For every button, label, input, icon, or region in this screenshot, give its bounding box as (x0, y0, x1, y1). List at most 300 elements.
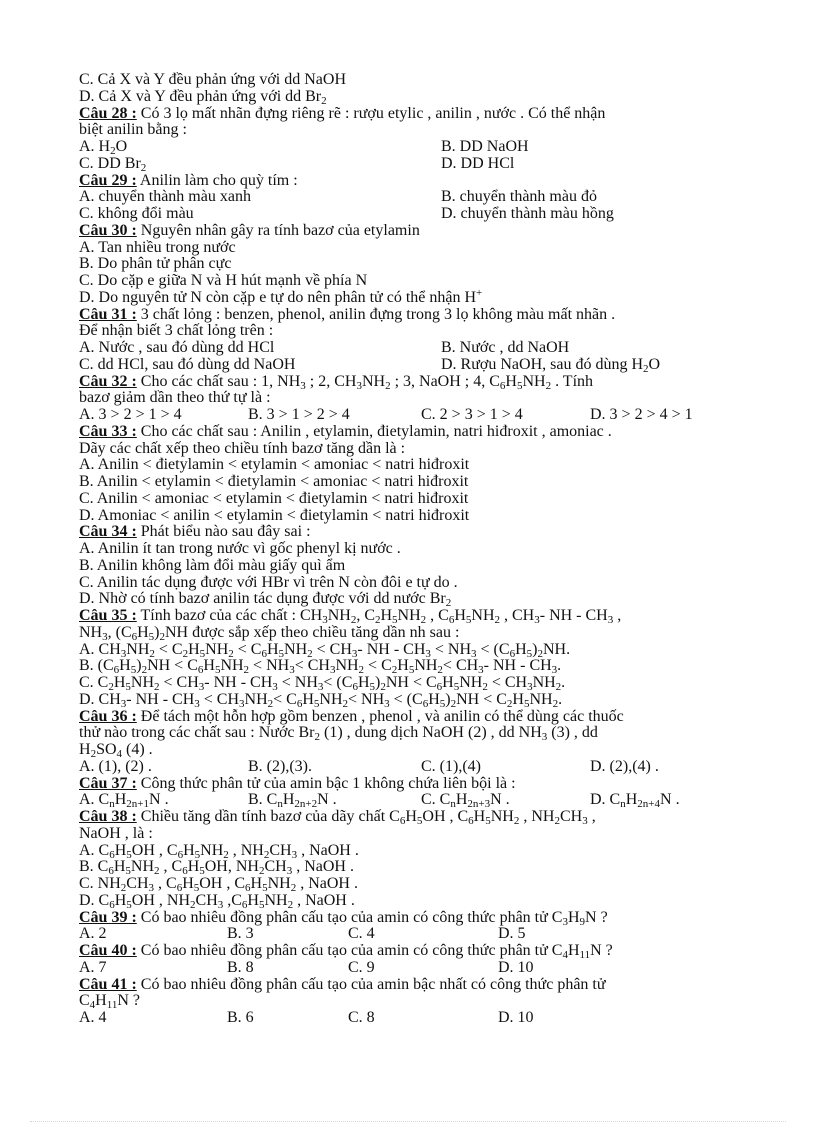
text-run: C. 2 > 3 > 1 > 4 (421, 406, 523, 423)
text-run: H (183, 841, 195, 859)
text-run: C. không đổi màu (79, 205, 194, 222)
text-run: ) (532, 640, 538, 658)
question-label: Câu 36 : (79, 707, 137, 725)
subscript: 3 (471, 647, 477, 660)
answer-option (227, 1009, 254, 1026)
text-run: H (114, 891, 127, 909)
subscript: 6 (468, 815, 474, 827)
text-run: A. 7 (79, 958, 107, 976)
document-line (79, 339, 759, 356)
text-run: H (203, 657, 215, 675)
text-run: ) (154, 623, 160, 641)
text-run: - NH - CH (483, 657, 552, 675)
subscript: 5 (392, 614, 398, 626)
subscript: 2 (545, 379, 552, 392)
text-run: CH (559, 808, 583, 825)
document-line (79, 71, 346, 88)
subscript: 5 (126, 848, 132, 861)
document-line (79, 808, 596, 825)
text-run: D. Do nguyên tử N còn cặp e tự do nên phân tử có thể nhận H (79, 288, 477, 306)
text-run: A. 4 (79, 1009, 107, 1026)
subscript: 6 (113, 664, 120, 677)
document-line (79, 322, 273, 339)
subscript: 6 (109, 898, 115, 911)
text-run: B. Anilin không làm đổi màu giấy quì ẩm (79, 556, 346, 574)
text-run: NH (319, 690, 343, 708)
document-line (79, 490, 468, 507)
text-run: C. NH (79, 875, 121, 892)
subscript: 2 (391, 664, 398, 677)
text-run: Để tách một hỗn hợp gồm benzen , phenol , và anilin có thể dùng các thuốc (136, 707, 624, 725)
document-line (79, 992, 140, 1012)
text-run: N . (490, 791, 510, 809)
text-run: H (428, 690, 440, 708)
text-run: NH < C (456, 690, 507, 708)
text-run: A. chuyển thành màu xanh (79, 188, 251, 206)
subscript: 3 (300, 379, 306, 392)
question-label: Câu 39 : (79, 908, 137, 926)
text-run: B. 3 > 1 > 2 > 4 (248, 406, 350, 423)
subscript: 5 (516, 379, 523, 392)
subscript: n (620, 798, 626, 811)
subscript: 3 (351, 647, 358, 660)
subscript: 5 (214, 664, 221, 677)
subscript: 6 (261, 647, 267, 660)
text-run: H (567, 908, 580, 926)
text-run: < NH (348, 690, 385, 708)
subscript: 2 (537, 647, 543, 660)
subscript: 2 (552, 697, 559, 710)
text-run: NH (532, 674, 556, 691)
subscript: 2 (450, 697, 457, 710)
text-run: , NaOH . (293, 891, 355, 909)
text-run: , C (426, 607, 449, 624)
text-run: H (113, 674, 126, 691)
subscript: 2 (110, 145, 116, 157)
subscript: 5 (130, 664, 137, 677)
subscript: n (109, 798, 115, 811)
subscript: 6 (422, 697, 429, 710)
answer-option (441, 155, 514, 172)
subscript: 6 (241, 898, 248, 911)
text-run: , NaOH . (292, 858, 354, 876)
text-run: D. 10 (498, 1009, 534, 1026)
document-line (79, 356, 759, 373)
text-run: ; 2, CH (305, 372, 357, 390)
subscript: 3 (322, 614, 328, 626)
text-run: A. CH (79, 640, 121, 658)
subscript: n (450, 798, 456, 811)
subscript: 5 (453, 681, 460, 693)
document-line (79, 942, 613, 959)
text-run: B. chuyển thành màu đỏ (441, 188, 597, 206)
text-run: H (357, 674, 370, 691)
answer-option (79, 959, 107, 976)
document-line (79, 842, 359, 859)
text-run: , NH (519, 808, 555, 825)
text-run: N ? (585, 908, 608, 926)
document-line (79, 286, 483, 306)
question-label: Câu 38 : (79, 808, 137, 825)
subscript: 3 (541, 731, 548, 744)
text-run: . Tính (551, 372, 594, 390)
subscript: 2 (263, 848, 270, 861)
subscript: 6 (108, 865, 114, 878)
text-run: - NH - CH (357, 640, 426, 658)
answer-option (79, 406, 182, 423)
text-run: H (505, 372, 517, 390)
text-run: C. Cả X và Y đều phản ứng với dd NaOH (79, 71, 347, 88)
text-run: B. 6 (227, 1009, 254, 1026)
answer-option (79, 138, 127, 155)
subscript: 5 (125, 681, 131, 693)
subscript: 3 (272, 681, 278, 693)
text-run: < CH (487, 674, 528, 691)
subscript: 5 (199, 647, 206, 660)
document-line (79, 741, 153, 758)
text-run: D. DD HCl (441, 154, 515, 172)
text-run: (4) . (122, 741, 153, 758)
text-run: C. 9 (348, 958, 375, 976)
text-run: (3) , dd (547, 724, 598, 742)
text-run: N ? (117, 992, 140, 1010)
subscript: 3 (527, 681, 533, 693)
subscript: 2 (513, 815, 520, 827)
text-run: NH (335, 657, 359, 675)
subscript: 2 (307, 647, 313, 660)
subscript: 6 (436, 681, 443, 693)
text-run: H (625, 791, 638, 809)
document-line (79, 540, 401, 557)
subscript: 5 (369, 681, 375, 693)
document-line (79, 909, 608, 926)
subscript: 9 (579, 915, 586, 928)
text-run: , C (356, 607, 375, 624)
text-run: ) (445, 690, 451, 708)
subscript: 2 (190, 898, 196, 911)
subscript: 2 (290, 882, 297, 894)
text-run: A. 3 > 2 > 1 > 4 (79, 406, 182, 423)
subscript: 2 (154, 681, 160, 693)
text-run: - NH - CH (539, 607, 608, 624)
subscript: 2 (154, 865, 160, 878)
subscript: 6 (131, 630, 138, 643)
question-label: Câu 35 : (79, 607, 137, 624)
text-run: bazơ giảm dần theo thứ tự là : (79, 389, 271, 407)
text-run: H (95, 992, 107, 1010)
subscript: 3 (291, 848, 298, 861)
text-run: OH , C (131, 841, 178, 859)
text-run: NH (361, 372, 386, 390)
page-bottom-border (30, 1121, 786, 1122)
document-line (79, 306, 615, 323)
text-run: Để nhận biết 3 chất lỏng trên : (79, 322, 274, 340)
text-run: NH (397, 607, 421, 624)
document-line (79, 758, 759, 775)
subscript: 3 (217, 898, 224, 911)
question-label: Câu 41 : (79, 975, 137, 993)
text-run: NH (126, 640, 150, 658)
text-run: D. 10 (498, 958, 534, 976)
text-run: A. (1), (2) . (79, 757, 152, 775)
subscript: 4 (562, 949, 568, 961)
text-run: NH (79, 623, 103, 641)
document-line (79, 775, 516, 792)
answer-option (248, 758, 312, 775)
document-line (79, 590, 452, 610)
subscript: 2 (445, 597, 452, 610)
text-run: CH (269, 841, 292, 859)
document-line (79, 825, 153, 842)
text-run: B. 8 (227, 958, 254, 976)
text-run: A. Tan nhiều trong nước (79, 238, 236, 256)
answer-option (590, 406, 693, 423)
text-run: A. C (79, 841, 110, 859)
superscript: + (476, 286, 483, 299)
text-run: CH (195, 891, 218, 909)
document-line (79, 389, 271, 406)
text-run: H (137, 623, 149, 641)
document-line (79, 674, 565, 691)
text-run: Cho các chất sau : 1, NH (136, 372, 301, 390)
document-line (79, 925, 759, 942)
text-run: N . (149, 791, 169, 809)
subscript: 3 (356, 379, 362, 392)
subscript: 3 (607, 614, 614, 626)
subscript: 3 (551, 664, 558, 677)
question-label: Câu 30 : (79, 221, 137, 239)
subscript: 3 (317, 681, 324, 693)
text-run: N . (660, 791, 680, 809)
document-line (79, 858, 354, 878)
text-run: D. Cả X và Y đều phản ứng với dd Br (79, 87, 322, 105)
text-run: N ? (590, 942, 613, 959)
text-run: D. C (590, 791, 621, 809)
text-run: , CH (500, 607, 535, 624)
text-run: < C (273, 690, 297, 708)
text-run: , (C (107, 623, 132, 641)
subscript: 3 (478, 664, 484, 677)
subscript: 5 (526, 647, 533, 660)
subscript: 2 (287, 898, 294, 911)
text-run: . (557, 657, 562, 675)
text-run: , NaOH . (297, 841, 359, 859)
subscript: 2 (420, 614, 427, 626)
question-label: Câu 31 : (79, 305, 137, 323)
text-run: Nguyên nhân gây ra tính bazơ của etylamin (136, 221, 420, 239)
text-run: , NH (228, 841, 264, 859)
text-run: B. Do phân tử phân cực (79, 255, 232, 273)
text-run: NH (264, 891, 288, 909)
text-run: H (114, 841, 127, 859)
subscript: 2 (350, 614, 357, 626)
subscript: 3 (120, 647, 127, 660)
subscript: 2 (223, 848, 229, 861)
text-run: < C (233, 640, 262, 658)
document-line (79, 574, 458, 591)
text-run: ,C (223, 891, 242, 909)
subscript: 2 (643, 362, 649, 375)
document-line (79, 440, 405, 457)
subscript: 6 (399, 815, 406, 827)
subscript: 3 (384, 697, 390, 710)
question-label: Câu 28 : (79, 104, 137, 122)
text-run: H (282, 791, 295, 809)
subscript: 5 (278, 647, 285, 660)
subscript: 3 (534, 614, 540, 626)
text-run: H (512, 690, 524, 708)
text-run: Cho các chất sau : Anilin , etylamin, đietylamin, natri hiđroxit , amoniac . (136, 422, 612, 440)
subscript: 5 (416, 815, 423, 827)
text-run: NH (220, 657, 244, 675)
answer-option (441, 205, 614, 222)
subscript: 2n+4 (637, 798, 661, 811)
subscript: 6 (197, 664, 204, 677)
subscript: 6 (245, 882, 251, 894)
document-line (79, 624, 459, 641)
answer-option (441, 138, 529, 155)
text-run: NaOH , là : (79, 824, 153, 842)
document-line (79, 791, 759, 811)
answer-option (498, 1009, 534, 1026)
text-run: < (C (389, 690, 423, 708)
text-run: H (442, 674, 454, 691)
subscript: 6 (509, 647, 516, 660)
subscript: 5 (465, 614, 472, 626)
text-run: . (558, 690, 563, 708)
answer-option (421, 406, 523, 423)
subscript: 3 (582, 815, 588, 827)
text-run: Có 3 lọ mất nhãn đựng riêng rẽ : rượu etylic , anilin , nước . Có thể nhận (136, 104, 606, 122)
answer-option (441, 356, 660, 373)
document-line (79, 976, 606, 993)
text-run: < NH (249, 657, 290, 675)
subscript: 2 (321, 94, 327, 107)
text-run: H (113, 858, 126, 876)
document-line (79, 272, 367, 289)
text-run: Tính bazơ của các chất : CH (136, 607, 323, 624)
text-run: , (587, 808, 596, 825)
subscript: 3 (120, 697, 127, 710)
text-run: H (405, 808, 417, 825)
answer-option (348, 1009, 375, 1026)
document-line (79, 724, 598, 744)
text-run: C. C (79, 674, 109, 691)
document-line (79, 892, 355, 909)
document-line (79, 255, 231, 272)
subscript: 3 (239, 697, 245, 710)
text-run: A. Nước , sau đó dùng dd HCl (79, 339, 275, 356)
subscript: 6 (296, 697, 303, 710)
text-run: N . (317, 791, 337, 809)
text-run: OH , C (199, 875, 246, 892)
text-run: Anilin làm cho quỳ tím : (136, 171, 298, 189)
text-run: H (397, 657, 409, 675)
subscript: 2n+2 (294, 798, 318, 811)
text-run: ) (375, 674, 381, 691)
answer-option (348, 959, 375, 976)
answer-option (79, 205, 194, 222)
text-run: B. 3 (227, 925, 254, 943)
text-run: - NH - CH (126, 690, 195, 708)
answer-option (79, 188, 251, 205)
text-run: C. 8 (348, 1009, 375, 1026)
text-run: C. (1),(4) (421, 757, 481, 775)
text-run: < (C (323, 674, 353, 691)
text-run: D. (2),(4) . (590, 757, 659, 775)
document-line (79, 188, 759, 205)
text-run: B. C (248, 791, 278, 809)
document-line (79, 959, 759, 976)
text-run: NH (522, 372, 546, 390)
subscript: 5 (258, 898, 265, 911)
question-label: Câu 29 : (79, 171, 137, 189)
text-run: NH (327, 607, 351, 624)
subscript: 4 (116, 748, 123, 760)
subscript: 2 (482, 681, 488, 693)
text-run: NH (471, 607, 495, 624)
text-run: ; 3, NaOH ; 4, C (390, 372, 500, 390)
text-run: < CH (442, 657, 479, 675)
subscript: 5 (148, 630, 155, 643)
subscript: 3 (102, 630, 108, 643)
subscript: 5 (485, 815, 491, 827)
text-run: H (567, 942, 580, 959)
subscript: 6 (448, 614, 455, 626)
text-run: H (515, 640, 527, 658)
text-run: C. Anilin tác dụng được với HBr vì trên N còn đôi e tự do . (79, 573, 458, 591)
text-run: D. 3 > 2 > 4 > 1 (590, 406, 693, 423)
document-line (79, 88, 327, 105)
answer-option (79, 791, 169, 811)
text-run: , (613, 607, 622, 624)
text-run: < CH (199, 690, 240, 708)
answer-option (421, 791, 510, 811)
answer-option (441, 339, 569, 356)
subscript: 3 (148, 882, 155, 894)
text-run: < CH (159, 674, 199, 691)
subscript: 3 (286, 865, 293, 878)
document-line (79, 373, 593, 390)
subscript: 3 (562, 915, 568, 928)
text-run: < (C (476, 640, 510, 658)
text-run: CH (126, 875, 149, 892)
text-run: C (79, 992, 90, 1010)
answer-option (227, 925, 254, 942)
answer-option (79, 155, 146, 172)
text-run: NH (267, 875, 291, 892)
text-run: B. DD NaOH (441, 138, 529, 155)
subscript: 2 (494, 614, 500, 626)
text-run: Phát biểu nào sau đây sai : (136, 523, 311, 541)
text-run: ) (136, 657, 142, 675)
subscript: 6 (177, 848, 184, 861)
document-line (79, 641, 570, 658)
subscript: 2 (554, 815, 560, 827)
subscript: 2 (108, 681, 114, 693)
text-run: Dãy các chất xếp theo chiều tính bazơ tăng dần là : (79, 439, 406, 457)
subscript: 2 (258, 865, 265, 878)
subscript: 3 (425, 647, 431, 660)
text-run: NH (205, 640, 229, 658)
question-label: Câu 32 : (79, 372, 137, 390)
text-run: - NH - CH (204, 674, 273, 691)
document-line (79, 607, 621, 624)
subscript: 2 (149, 647, 155, 660)
text-run: B. Anilin < etylamin < đietylamin < amoniac < natri hiđroxit (79, 473, 469, 490)
document-line (79, 1009, 759, 1026)
text-run: NH (244, 690, 268, 708)
